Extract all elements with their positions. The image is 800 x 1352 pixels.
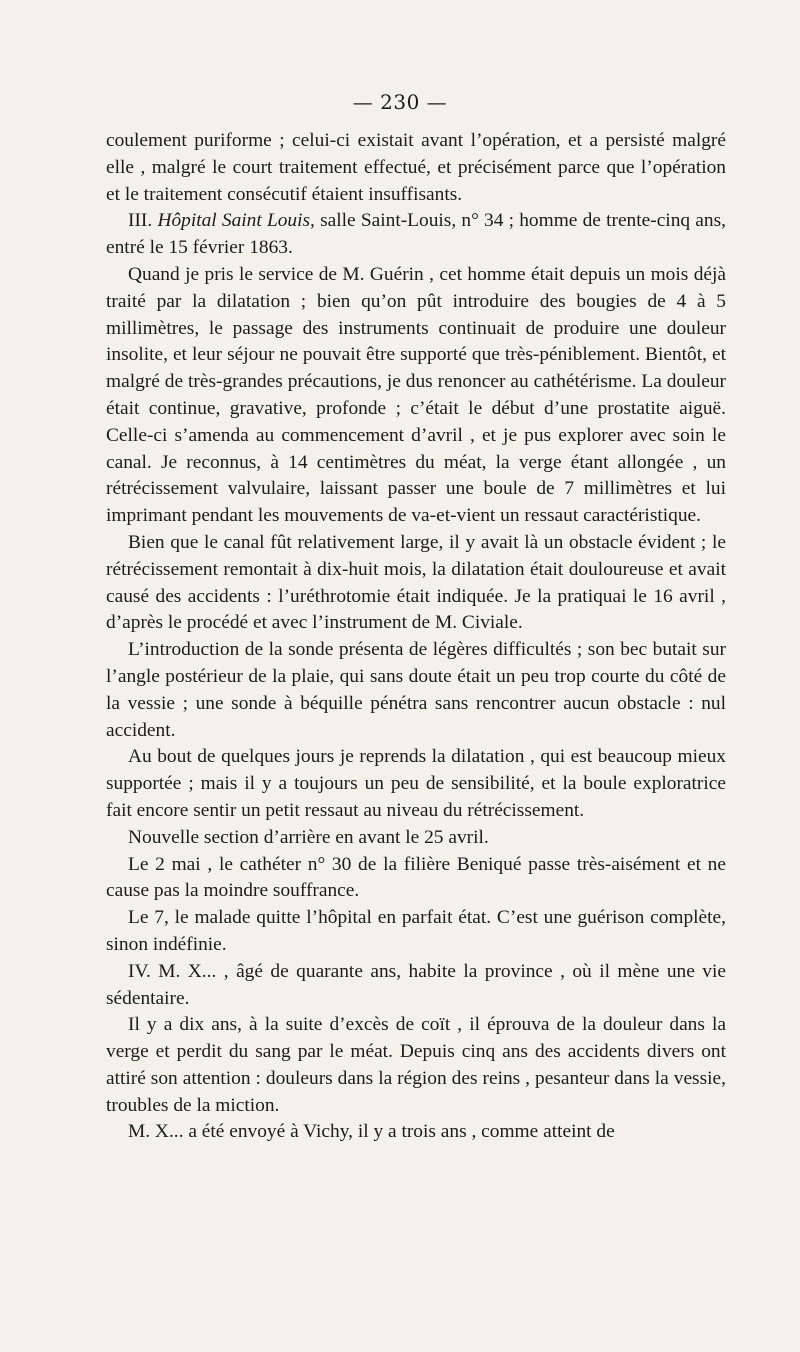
page-body: [106, 128, 726, 1146]
paragraph-case-iv: IV. M. X... , âgé de quarante ans, habite la province , où il mène une vie sédentaire.: [106, 960, 726, 1009]
paragraph: Le 2 mai , le cathéter n° 30 de la filière Beniqué passe très-aisément et ne cause pas la moindre souffrance.: [106, 853, 726, 902]
paragraph: Bien que le canal fût relativement large, il y avait là un obstacle évident ; le rétrécissement remontait à dix-huit mois, la dilatation était douloureuse et avait causé des accidents : l’uréthrotomie était indiquée. Je la pratiquai le 16 avril , d’après le procédé et avec l’instrument de M. Civiale.: [106, 531, 726, 634]
paragraph: Le 7, le malade quitte l’hôpital en parfait état. C’est une guérison complète, sinon indéfinie.: [106, 907, 726, 955]
case-description: salle Saint-Louis, n° 34 ; homme de trente-cinq ans, entré le 15 février 1863.: [106, 210, 726, 259]
case-number: III.: [128, 210, 153, 232]
paragraph: L’introduction de la sonde présenta de légères difficultés ; son bec butait sur l’angle postérieur de la plaie, qui sans doute était un peu trop courte du côté de la vessie ; une sonde à béquille pénétra sans rencontrer aucun obstacle : nul accident.: [106, 639, 726, 741]
paragraph-case-iii: [106, 208, 726, 262]
paragraph: Il y a dix ans, à la suite d’excès de coït , il éprouva de la douleur dans la verge et perdit du sang par le méat. Depuis cinq ans des accidents divers ont attiré son attention : douleurs dans la région des reins , pesanteur dans la vessie, troubles de la miction.: [106, 1014, 726, 1116]
hospital-name: Hôpital Saint Louis,: [157, 210, 315, 232]
paragraph: coulement puriforme ; celui-ci existait avant l’opération, et a persisté malgré elle , malgré le court traitement effectué, et précisément parce que l’opération et le traitement consécutif étaient insuffisants.: [106, 130, 726, 205]
paragraph: M. X... a été envoyé à Vichy, il y a trois ans , comme atteint de: [128, 1121, 615, 1143]
page-number: — 230 —: [352, 90, 448, 114]
paragraph: Au bout de quelques jours je reprends la dilatation , qui est beaucoup mieux supportée ; mais il y a toujours un peu de sensibilité, et la boule exploratrice fait encore sentir un petit ressaut au niveau du rétrécissement.: [106, 746, 726, 821]
paragraph: Nouvelle section d’arrière en avant le 25 avril.: [128, 826, 489, 848]
paragraph: Quand je pris le service de M. Guérin , cet homme était depuis un mois déjà traité par la dilatation ; bien qu’on pût introduire des bougies de 4 à 5 millimètres, le passage des instruments continuait de produire une douleur insolite, et leur séjour ne pouvait être supporté que très-péniblement. Bientôt, et malgré de très-grandes précautions, je dus renoncer au cathétérisme. La douleur était continue, gravative, profonde ; c’était le début d’une prostatite aiguë. Celle-ci s’amenda au commencement d’avril , et je pus explorer avec soin le canal. Je reconnus, à 14 centimètres du méat, la verge étant allongée , un rétrécissement valvulaire, laissant passer une boule de 7 millimètres et lui imprimant pendant les mouvements de va-et-vient un ressaut caractéristique.: [106, 263, 726, 527]
